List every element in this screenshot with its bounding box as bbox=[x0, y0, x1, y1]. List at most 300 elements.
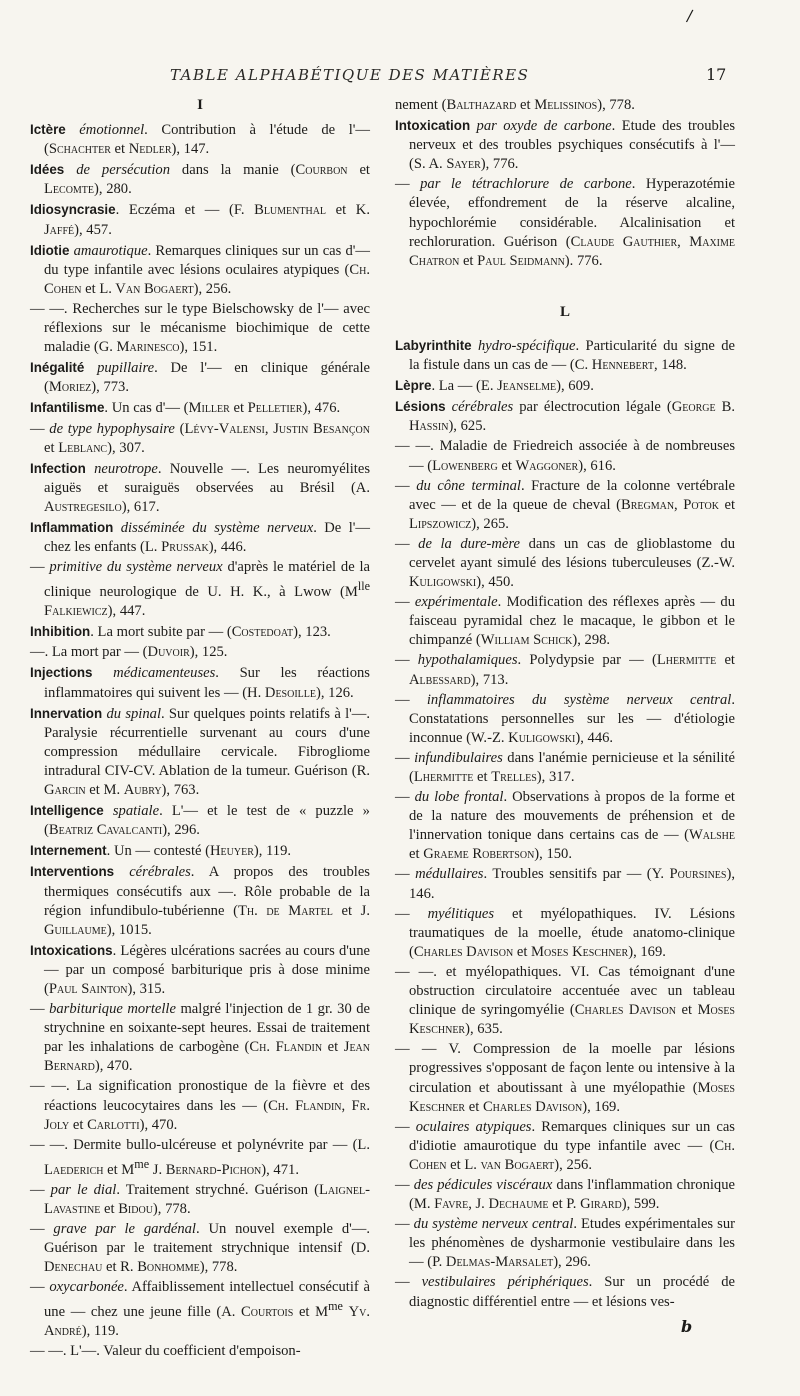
entry-text: et bbox=[322, 1039, 344, 1056]
entry-text: . Polydypsie par — ( bbox=[517, 652, 657, 669]
page-number: 17 bbox=[706, 65, 727, 84]
entry-text bbox=[84, 360, 97, 376]
index-entry bbox=[30, 1278, 370, 1341]
entry-text: ), 471. bbox=[261, 1161, 299, 1178]
entry-author: Austregesilo bbox=[44, 498, 122, 515]
index-entry bbox=[30, 459, 370, 517]
entry-term: Idées bbox=[30, 162, 65, 178]
index-entry bbox=[395, 336, 735, 375]
entry-text: par électrocution légale ( bbox=[513, 399, 672, 416]
entry-author: Moriez bbox=[48, 379, 92, 396]
entry-author: Aubry bbox=[123, 782, 162, 799]
entry-text bbox=[114, 864, 129, 880]
entry-author: Yv. André bbox=[44, 1304, 370, 1340]
entry-text: . Etude des troubles nerveux et des troubles psychiques consécutifs à l'— (S. A. bbox=[409, 118, 735, 173]
entry-author: Claude Gauthier, Maxime Chatron bbox=[409, 233, 736, 269]
index-entry bbox=[30, 420, 370, 458]
entry-text: . Contribution à l'étude de l'— ( bbox=[44, 122, 370, 158]
entry-text: et bbox=[81, 280, 100, 297]
index-entry bbox=[30, 200, 370, 239]
entry-italic-text: du cône terminal bbox=[416, 477, 521, 494]
entry-text: et M bbox=[103, 1161, 135, 1178]
entry-italic-text: hydro-spécifique bbox=[477, 337, 576, 354]
entry-text: ), 151. bbox=[179, 339, 218, 356]
entry-author: Ch. Flandin bbox=[249, 1039, 323, 1056]
entry-text: — bbox=[395, 691, 427, 708]
section-letter-i: I bbox=[197, 97, 203, 113]
entry-author: Schachter bbox=[48, 141, 111, 158]
entry-text: ), 763. bbox=[161, 782, 200, 799]
entry-italic-text: inflammatoires du système nerveux central bbox=[426, 691, 732, 708]
entry-text: ), 616. bbox=[578, 457, 616, 474]
entry-text: . Sur les réactions inflammatoires qui suivent les — (H. bbox=[44, 665, 370, 701]
entry-text: — bbox=[395, 652, 418, 669]
entry-author: Falkiewicz bbox=[44, 603, 108, 620]
entry-author: Heuyer bbox=[210, 843, 254, 860]
entry-text: ), 625. bbox=[448, 418, 487, 435]
entry-italic-text: infundibulaires bbox=[414, 749, 503, 766]
entry-text: et bbox=[675, 1002, 698, 1019]
entry-text: . Un cas d'— ( bbox=[104, 400, 189, 417]
entry-text: . Sur un procédé de diagnostic différentiel entre — et lésions ves- bbox=[409, 1274, 735, 1310]
entry-text: . L'— et le test de « puzzle » ( bbox=[44, 803, 370, 839]
entry-author: Trelles bbox=[491, 769, 537, 785]
entry-italic-text: du spinal bbox=[106, 705, 161, 722]
index-entry bbox=[395, 116, 735, 174]
right-intro-entries bbox=[395, 96, 735, 271]
entry-author: Albessard bbox=[409, 671, 471, 688]
index-entry bbox=[395, 788, 735, 864]
entry-author: Waggoner bbox=[515, 457, 579, 474]
entry-text: — bbox=[395, 1118, 416, 1135]
entry-italic-text: expérimentale bbox=[414, 594, 498, 611]
entry-text: et M. bbox=[85, 782, 124, 799]
entry-author: Charles Davison bbox=[574, 1002, 676, 1019]
page-title: TABLE ALPHABÉTIQUE DES MATIÈRES bbox=[170, 66, 530, 84]
entry-term: Intelligence bbox=[30, 803, 104, 819]
entry-author: Prussak bbox=[161, 539, 209, 556]
section-letter-l: L bbox=[559, 303, 570, 320]
entry-text: . Affaiblissement intellectuel consécutif à une — chez une jeune fille (A. bbox=[44, 1279, 371, 1321]
corner-mark: / bbox=[685, 5, 694, 26]
entry-text bbox=[66, 122, 80, 138]
entry-author: Beatriz Cavalcanti bbox=[48, 822, 163, 839]
entry-author: Moses Keschner bbox=[409, 1002, 735, 1038]
entry-author: George B. Hassin bbox=[409, 399, 735, 435]
index-entry bbox=[395, 175, 735, 270]
entry-text: — bbox=[30, 1279, 50, 1296]
entry-author: Moses Keschner bbox=[531, 943, 629, 960]
entry-author: J. Bernard-Pichon bbox=[152, 1161, 262, 1178]
entry-italic-text: de la dure-mère bbox=[418, 535, 521, 552]
entry-text: — bbox=[395, 866, 416, 883]
index-entry bbox=[30, 358, 370, 397]
entry-text: . Remarques cliniques sur un cas d'— du type infantile avec lésions oculaires atypiques ( bbox=[44, 242, 370, 278]
entry-author: Kuligowski bbox=[508, 729, 576, 746]
entry-italic-text: cérébrales bbox=[451, 399, 514, 416]
entry-term: Infection bbox=[30, 460, 86, 476]
entry-text: , 148. bbox=[653, 357, 687, 374]
index-entry bbox=[395, 1040, 735, 1116]
entry-author: William Schick bbox=[480, 632, 573, 649]
entry-text: ), 635. bbox=[465, 1021, 503, 1038]
entry-author: Laignel-Lavastine bbox=[44, 1181, 370, 1217]
entry-italic-text: par oxyde de carbone bbox=[476, 118, 612, 135]
index-entry bbox=[30, 801, 370, 840]
entry-text: — bbox=[395, 535, 419, 552]
entry-author: Paul Seidmann bbox=[477, 252, 565, 269]
entry-text: . Eczéma et — (F. bbox=[115, 202, 255, 219]
entry-text: — bbox=[395, 789, 415, 806]
entry-author: Desoille bbox=[264, 684, 316, 701]
entry-italic-text: par le dial bbox=[50, 1181, 117, 1198]
running-head bbox=[0, 66, 800, 94]
index-entry bbox=[30, 120, 370, 159]
entry-author: L. van Bogaert bbox=[464, 1156, 555, 1173]
entry-text: ), 778. bbox=[597, 97, 635, 113]
entry-author: Courtois bbox=[241, 1304, 294, 1321]
entry-term: Interventions bbox=[30, 864, 115, 880]
entry-text: — bbox=[30, 1001, 50, 1018]
entry-author: Balthazard bbox=[446, 97, 517, 113]
entry-text: . Observations à propos de la forme et de la nature des mouvements de préhension et de l'innervation tonique dans certains cas de — ( bbox=[409, 789, 735, 844]
entry-author: Laederich bbox=[44, 1161, 104, 1178]
index-entry bbox=[395, 963, 735, 1039]
entry-text: dans un cas de glioblastome du cervelet ayant simulé des lésions tuberculeuses (Z.-W. bbox=[409, 535, 735, 571]
entry-text: . De l'— chez les enfants (L. bbox=[44, 519, 370, 556]
entry-text: et bbox=[473, 769, 492, 785]
entry-superscript: lle bbox=[357, 579, 370, 594]
entry-text: ), 169. bbox=[582, 1098, 620, 1115]
entry-text: ), 169. bbox=[628, 943, 666, 960]
index-entry bbox=[395, 397, 735, 436]
entry-text: — bbox=[395, 1216, 414, 1233]
entry-text: ), 123. bbox=[293, 624, 331, 641]
entry-text: . Particularité du signe de la fistule dans un cas de — (C. bbox=[409, 337, 735, 374]
index-entry bbox=[395, 651, 735, 689]
entry-text: . Légères ulcérations sacrées au cours d'une — par un composé barbiturique pris à dose minime ( bbox=[44, 942, 370, 997]
entry-text: malgré l'injection de 1 gr. 30 de strychnine en soixante-sept heures. Essai de traitement par les inhalations de carbogène ( bbox=[44, 1001, 370, 1056]
entry-text: — bbox=[395, 477, 417, 494]
entry-author: Blumenthal bbox=[254, 202, 327, 219]
entry-text: ), 778. bbox=[199, 1259, 238, 1276]
entry-text: —. La mort par — ( bbox=[30, 644, 148, 661]
entry-author: Pelletier bbox=[247, 400, 303, 417]
entry-italic-text: spatiale bbox=[112, 803, 160, 820]
index-entry bbox=[30, 1220, 370, 1277]
entry-text: ( bbox=[174, 420, 185, 437]
entry-author: Lowenberg bbox=[432, 457, 498, 474]
entry-text bbox=[104, 803, 113, 819]
entry-text: ), 599. bbox=[621, 1196, 660, 1213]
entry-text: et bbox=[497, 457, 516, 474]
entry-text: ), 1015. bbox=[106, 921, 152, 938]
entry-author: Denechau bbox=[44, 1259, 103, 1276]
entry-text: . Un nouvel exemple d'—. Guérison par le traitement strychnique intensif (D. bbox=[44, 1220, 370, 1257]
entry-text: ), 119. bbox=[81, 1323, 119, 1340]
entry-text: ), 713. bbox=[470, 671, 509, 688]
entry-italic-text: neurotrope bbox=[94, 460, 158, 477]
entry-author: Lévy-Valensi, Justin Besançon bbox=[184, 420, 370, 437]
entry-text: et bbox=[100, 1200, 119, 1217]
index-entry bbox=[395, 1118, 735, 1175]
entry-italic-text: hypothalamiques bbox=[417, 652, 518, 669]
entry-italic-text: médicamenteuses bbox=[113, 665, 216, 682]
entry-text: — —. Dermite bullo-ulcéreuse et polynévrite par — (L. bbox=[30, 1136, 370, 1153]
entry-author: Melissinos bbox=[534, 97, 598, 113]
entry-text: ), 150. bbox=[534, 846, 572, 863]
entry-author: Walshe bbox=[689, 827, 735, 844]
entry-term: Inégalité bbox=[30, 360, 85, 376]
entry-author: Sayer bbox=[446, 156, 481, 173]
entry-text: ), 778. bbox=[152, 1200, 191, 1217]
entry-text: — —. et myélopathiques. VI. Cas témoignant d'une obstruction circulatoire accentuée avec un tableau clinique de syringomyélie ( bbox=[395, 963, 735, 1019]
entry-text: ), 609. bbox=[556, 378, 594, 395]
entry-text: et bbox=[716, 652, 735, 669]
entry-text: . Sur quelques points relatifs à l'—. Paralysie récurrentielle survenant au cours d'une compression médullaire cervicale. Fibrogliome intradural CIV-CV. Ablation de la tumeur. Guérison (R. bbox=[44, 705, 371, 779]
entry-superscript: me bbox=[134, 1156, 150, 1171]
entry-text: — bbox=[395, 905, 428, 922]
entry-text: . Etudes expérimentales sur les phénomènes de dysharmonie vestibulaire dans les — (P. bbox=[409, 1216, 735, 1271]
entry-text: . Modification des réflexes après — du faisceau pyramidal chez le macaque, le gibbon et le chimpanzé ( bbox=[409, 594, 735, 649]
index-entry bbox=[30, 663, 370, 702]
index-entry bbox=[30, 841, 370, 861]
index-entry bbox=[395, 1176, 735, 1214]
entry-superscript: me bbox=[328, 1299, 343, 1314]
entry-text bbox=[64, 162, 76, 178]
entry-author: Bregman, Potok bbox=[620, 496, 719, 513]
entry-text: . Constatations personnelles sur les — d'étiologie inconnue (W.-Z. bbox=[409, 691, 735, 746]
entry-text bbox=[93, 665, 114, 681]
entry-text: ), 447. bbox=[107, 603, 146, 620]
entry-text: . Troubles sensitifs par — (Y. bbox=[483, 866, 670, 883]
entry-text: et bbox=[718, 496, 735, 513]
entry-text: . De l'— en clinique générale ( bbox=[44, 360, 370, 396]
entry-author: Ch. Flandin, Fr. Joly bbox=[44, 1097, 370, 1133]
index-entry bbox=[395, 376, 735, 396]
entry-text: — bbox=[395, 749, 415, 766]
entry-text: et R. bbox=[102, 1259, 138, 1276]
entry-text bbox=[86, 461, 94, 477]
right-column bbox=[395, 96, 735, 1313]
entry-author: J. Guillaume bbox=[44, 902, 370, 938]
index-entry bbox=[30, 643, 370, 662]
index-entry bbox=[395, 593, 735, 650]
entry-text: et bbox=[44, 439, 59, 456]
entry-term: Intoxications bbox=[30, 942, 113, 958]
entry-text: — bbox=[395, 176, 421, 193]
entry-author: Bidou bbox=[118, 1200, 153, 1217]
entry-author: Charles Davison bbox=[482, 1098, 583, 1115]
entry-text: — —. L'—. Valeur du coefficient d'empoison- bbox=[30, 1343, 301, 1360]
entry-text: dans la manie ( bbox=[170, 162, 296, 179]
entry-italic-text: myélitiques bbox=[427, 905, 495, 922]
entry-text: ), 147. bbox=[171, 141, 210, 158]
entry-author: Carlotti bbox=[87, 1116, 140, 1133]
entry-text: ), 146. bbox=[409, 866, 735, 902]
entry-italic-text: du lobe frontal bbox=[414, 789, 504, 806]
entry-text: — bbox=[30, 1181, 51, 1198]
entry-text: et bbox=[110, 141, 129, 158]
entry-text: — — V. Compression de la moelle par lésions progressives s'opposant de façon lente ou intensive à la circulation et aboutissant à une myélopathie ( bbox=[395, 1041, 735, 1096]
entry-text: et bbox=[459, 252, 478, 269]
index-entry bbox=[395, 477, 735, 534]
entry-author: Hennebert bbox=[591, 357, 654, 374]
entry-italic-text: barbiturique mortelle bbox=[49, 1001, 176, 1018]
entry-author: Lecomte bbox=[44, 181, 95, 198]
index-entry bbox=[395, 749, 735, 787]
entry-italic-text: des pédicules viscéraux bbox=[413, 1176, 553, 1193]
entry-text: et bbox=[347, 162, 370, 179]
entry-author: L. Van Bogaert bbox=[99, 280, 194, 297]
entry-term: Inflammation bbox=[30, 519, 114, 535]
index-entry bbox=[30, 1342, 370, 1361]
entry-text: . La — (E. bbox=[431, 378, 498, 395]
entry-italic-text: par le tétrachlorure de carbone bbox=[420, 176, 632, 193]
entry-author: Garcin bbox=[44, 782, 86, 799]
entry-text: ), 470. bbox=[94, 1058, 133, 1075]
entry-text: ), 476. bbox=[302, 400, 341, 417]
entry-italic-text: oxycarbonée bbox=[49, 1279, 124, 1296]
entry-text: et bbox=[513, 943, 532, 960]
entry-text: — —. Maladie de Friedreich associée à de nombreuses — ( bbox=[395, 438, 735, 474]
entry-author: Favre bbox=[434, 1196, 469, 1213]
index-entry bbox=[30, 558, 370, 621]
entry-author: Girard bbox=[580, 1196, 622, 1213]
entry-text: dans l'anémie pernicieuse et la sénilité ( bbox=[409, 749, 736, 785]
index-entry bbox=[30, 398, 370, 418]
entry-text: . La mort subite par — ( bbox=[90, 624, 232, 641]
entry-text: — bbox=[30, 420, 50, 437]
entry-text: . Traitement strychné. Guérison ( bbox=[116, 1181, 319, 1198]
entry-text: ), 317. bbox=[536, 769, 575, 785]
entry-text: et bbox=[409, 846, 424, 863]
entry-italic-text: disséminée du système nerveux bbox=[120, 519, 314, 536]
entry-author: Costedoat bbox=[231, 624, 294, 641]
entry-text: ), 296. bbox=[553, 1254, 591, 1271]
entry-author: Leblanc bbox=[58, 439, 108, 456]
entry-text: et bbox=[332, 902, 361, 919]
entry-text: d'après le matériel de la clinique neurologique de U. H. K., à Lwow (M bbox=[44, 559, 371, 601]
entry-author: Lhermitte bbox=[413, 769, 474, 785]
right-entries bbox=[395, 336, 735, 1312]
entry-term: Infantilisme bbox=[30, 400, 105, 416]
entry-author: Paul Sainton bbox=[48, 980, 128, 997]
entry-text: ), 457. bbox=[74, 221, 112, 238]
entry-text bbox=[113, 520, 120, 536]
left-entries bbox=[30, 120, 370, 1361]
entry-italic-text: de type hypophysaire bbox=[49, 420, 175, 437]
index-entry bbox=[395, 691, 735, 748]
entry-text: ), 307. bbox=[107, 439, 145, 456]
index-entry bbox=[30, 160, 370, 199]
index-entry bbox=[30, 1000, 370, 1076]
entry-term: Idiosyncrasie bbox=[30, 202, 116, 218]
entry-author: Dechaume bbox=[488, 1196, 549, 1213]
entry-italic-text: vestibulaires périphériques bbox=[421, 1274, 589, 1291]
entry-term: Labyrinthite bbox=[395, 337, 472, 353]
entry-term: Innervation bbox=[30, 705, 103, 721]
index-entry bbox=[395, 865, 735, 903]
signature-mark: b bbox=[681, 1317, 693, 1336]
entry-author: Jean Bernard bbox=[44, 1039, 370, 1075]
entry-text: et bbox=[69, 1116, 88, 1133]
entry-text: ), 125. bbox=[189, 644, 228, 661]
entry-text: — bbox=[30, 559, 50, 576]
entry-author: Delmas-Marsalet bbox=[445, 1254, 554, 1271]
entry-term: Ictère bbox=[30, 122, 66, 138]
entry-italic-text: de persécution bbox=[76, 162, 170, 179]
entry-term: Idiotie bbox=[30, 242, 70, 258]
entry-text: et M bbox=[293, 1304, 329, 1321]
entry-text: ), 315. bbox=[127, 980, 166, 997]
entry-text: dans l'inflammation chronique (M. bbox=[409, 1176, 736, 1213]
entry-italic-text: amaurotique bbox=[73, 242, 148, 259]
entry-italic-text: du système nerveux central bbox=[413, 1216, 574, 1233]
entry-text: . Un — contesté ( bbox=[106, 843, 210, 860]
index-entry bbox=[395, 1273, 735, 1311]
entry-text: . A propos des troubles thermiques consécutifs aux —. Rôle probable de la région infundibulo-tubérienne ( bbox=[44, 864, 370, 919]
entry-author: Moses Keschner bbox=[409, 1079, 735, 1115]
entry-text: et bbox=[446, 1156, 465, 1173]
entry-author: Courbon bbox=[295, 162, 348, 179]
entry-author: Nedler bbox=[128, 141, 172, 158]
index-entry bbox=[30, 1136, 370, 1180]
entry-text: ), 446. bbox=[575, 729, 614, 746]
index-entry bbox=[30, 1077, 370, 1134]
entry-text: ), 126. bbox=[316, 684, 354, 701]
index-entry bbox=[30, 518, 370, 557]
entry-author: Th. de Martel bbox=[237, 902, 333, 919]
index-entry bbox=[395, 437, 735, 475]
index-entry bbox=[395, 535, 735, 592]
entry-term: Lèpre bbox=[395, 378, 432, 394]
entry-author: Lhermitte bbox=[656, 652, 717, 669]
entry-author: Poursines bbox=[669, 866, 727, 883]
entry-author: Lipszowicz bbox=[409, 515, 472, 532]
entry-text: ), 617. bbox=[121, 498, 160, 515]
entry-text: ). 776. bbox=[564, 252, 603, 269]
entry-text: — bbox=[395, 594, 415, 611]
index-entry bbox=[30, 941, 370, 999]
entry-text: ), 446. bbox=[208, 539, 247, 556]
entry-text: — bbox=[30, 1220, 54, 1237]
entry-italic-text: médullaires bbox=[415, 866, 484, 883]
entry-text: ), 119. bbox=[253, 843, 292, 860]
entry-italic-text: grave par le gardénal bbox=[53, 1220, 196, 1237]
entry-text: ), 265. bbox=[471, 515, 509, 532]
index-entry bbox=[30, 704, 370, 800]
index-entry bbox=[395, 905, 735, 962]
entry-author: Miller bbox=[188, 400, 230, 417]
entry-text: — —. La signification pronostique de la fièvre et des réactions leucocytaires dans les — ( bbox=[30, 1078, 370, 1114]
entry-text: — bbox=[395, 1274, 422, 1291]
entry-text: ), 256. bbox=[554, 1156, 592, 1173]
index-entry bbox=[30, 241, 370, 299]
index-entry bbox=[30, 1181, 370, 1219]
entry-text: ), 296. bbox=[162, 822, 200, 839]
entry-text: . Nouvelle —. Les neuromyélites aiguës et suraiguës observées au Brésil (A. bbox=[44, 460, 370, 496]
entry-term: Internement bbox=[30, 843, 107, 859]
entry-text: ), 470. bbox=[139, 1116, 178, 1133]
entry-text: et bbox=[229, 400, 248, 417]
entry-text: ), 256. bbox=[193, 280, 232, 297]
entry-text: et bbox=[516, 97, 535, 113]
entry-text: . Hyperazotémie élevée, effondrement de la réserve alcaline, hypochlorémie considérable. Alcalinisation et rechloruration. Guérison ( bbox=[409, 176, 736, 250]
entry-term: Inhibition bbox=[30, 624, 91, 640]
index-entry bbox=[30, 300, 370, 357]
entry-text: , J. bbox=[468, 1196, 489, 1213]
